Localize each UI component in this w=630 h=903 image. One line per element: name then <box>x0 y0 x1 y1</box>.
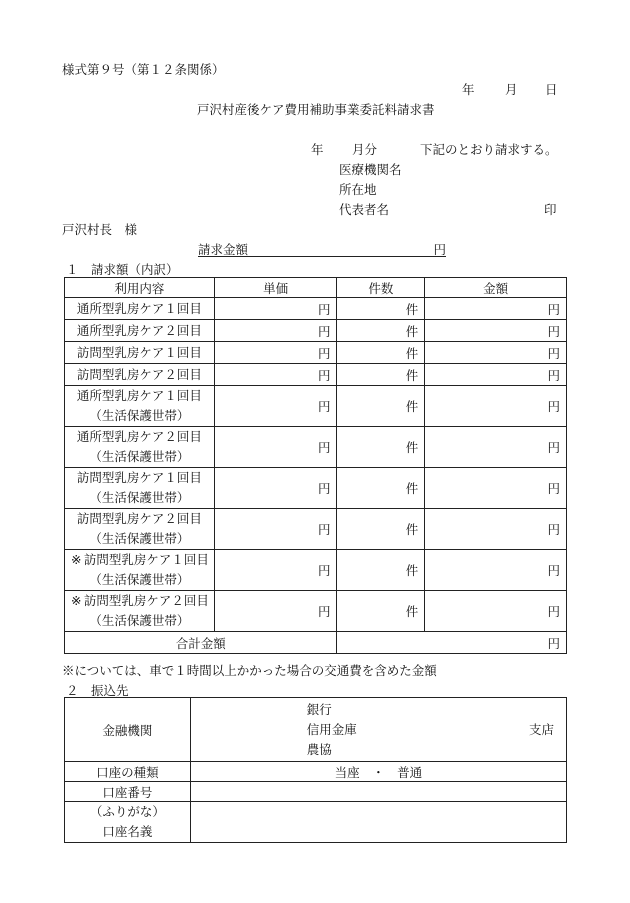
count-cell: 件 <box>337 591 425 632</box>
account-holder-label-cell <box>65 802 191 843</box>
unit-price-cell: 円 <box>214 591 337 632</box>
usage-content-cell <box>65 386 215 427</box>
count-cell: 件 <box>337 298 425 320</box>
table-row <box>65 320 567 342</box>
furigana-label: （ふりがな） <box>89 804 165 819</box>
usage-content-text: 通所型乳房ケア１回目 <box>76 300 202 316</box>
usage-content-cell <box>65 591 215 632</box>
form-number: 様式第９号（第１２条関係） <box>62 62 225 77</box>
request-statement: 下記のとおり請求する。 <box>420 142 558 157</box>
request-year-label: 年 <box>311 142 324 157</box>
table-row <box>65 591 567 632</box>
representative-label: 代表者名 <box>339 202 390 217</box>
amount-cell: 円 <box>425 298 567 320</box>
bank-type-nokyo: 農協 <box>306 741 332 757</box>
usage-content-cell <box>65 427 215 468</box>
usage-content-cell <box>65 364 215 386</box>
unit-price-cell: 円 <box>214 342 337 364</box>
usage-content-subtext: （生活保護世帯） <box>89 531 190 546</box>
table-row <box>65 427 567 468</box>
branch-label: 支店 <box>528 722 554 737</box>
count-cell: 件 <box>337 386 425 427</box>
usage-content-text: 訪問型乳房ケア２回目 <box>76 511 202 526</box>
count-cell: 件 <box>337 342 425 364</box>
usage-content-subtext: （生活保護世帯） <box>89 449 190 464</box>
usage-content-subtext: （生活保護世帯） <box>89 613 190 628</box>
account-number-label: 口座番号 <box>65 782 191 802</box>
count-cell: 件 <box>337 550 425 591</box>
traffic-cost-note: ※については、車で１時間以上かかった場合の交通費を含めた金額 <box>62 663 437 678</box>
usage-content-cell <box>65 342 215 364</box>
header-unit-price: 単価 <box>214 278 337 298</box>
seal-mark: 印 <box>544 202 557 217</box>
date-month-label: 月 <box>505 82 518 97</box>
request-amount-line <box>198 240 446 257</box>
count-cell: 件 <box>337 427 425 468</box>
institution-label: 医療機関名 <box>339 162 402 177</box>
usage-content-subtext: （生活保護世帯） <box>89 408 190 423</box>
unit-price-cell: 円 <box>214 509 337 550</box>
unit-price-cell: 円 <box>214 427 337 468</box>
amount-cell: 円 <box>425 509 567 550</box>
count-cell: 件 <box>337 320 425 342</box>
total-label: 合計金額 <box>65 632 337 654</box>
account-holder-label: 口座名義 <box>102 824 153 839</box>
bank-cell <box>190 698 566 762</box>
request-month-label: 月分 <box>352 142 378 157</box>
account-holder-row <box>65 802 567 843</box>
table-row <box>65 550 567 591</box>
request-amount-label: 請求金額 <box>198 242 249 257</box>
amount-cell: 円 <box>425 550 567 591</box>
header-count: 件数 <box>337 278 425 298</box>
usage-content-text: 訪問型乳房ケア１回目 <box>83 552 209 567</box>
amount-cell: 円 <box>425 468 567 509</box>
table-row <box>65 509 567 550</box>
usage-content-text: 通所型乳房ケア２回目 <box>76 322 202 338</box>
count-cell: 件 <box>337 509 425 550</box>
unit-price-cell: 円 <box>214 298 337 320</box>
header-amount: 金額 <box>425 278 567 298</box>
usage-content-text: 訪問型乳房ケア２回目 <box>83 593 209 608</box>
document-title: 戸沢村産後ケア費用補助事業委託料請求書 <box>197 102 435 117</box>
asterisk-mark: ※ <box>71 593 82 608</box>
usage-content-cell <box>65 468 215 509</box>
table-row <box>65 386 567 427</box>
unit-price-cell: 円 <box>214 364 337 386</box>
unit-price-cell: 円 <box>214 320 337 342</box>
table-row <box>65 468 567 509</box>
table-row <box>65 298 567 320</box>
usage-content-text: 訪問型乳房ケア１回目 <box>76 470 202 485</box>
usage-content-cell <box>65 298 215 320</box>
bank-type-shinkin: 信用金庫 <box>306 721 357 737</box>
table-row <box>65 364 567 386</box>
usage-content-subtext: （生活保護世帯） <box>89 572 190 587</box>
bank-row <box>65 698 567 762</box>
account-number-row <box>65 782 567 802</box>
account-type-options: 当座 ・ 普通 <box>190 762 566 782</box>
bank-label: 金融機関 <box>65 698 191 762</box>
total-amount-unit: 円 <box>337 632 567 654</box>
section2-heading: ２ 振込先 <box>66 683 129 698</box>
amount-cell: 円 <box>425 591 567 632</box>
date-year-label: 年 <box>462 82 475 97</box>
usage-content-cell <box>65 550 215 591</box>
table-header-row <box>65 278 567 298</box>
header-content: 利用内容 <box>65 278 215 298</box>
usage-content-text: 訪問型乳房ケア１回目 <box>76 344 202 360</box>
unit-price-cell: 円 <box>214 468 337 509</box>
amount-cell: 円 <box>425 386 567 427</box>
account-holder-value <box>190 802 566 843</box>
usage-content-cell <box>65 509 215 550</box>
date-day-label: 日 <box>545 82 558 97</box>
bank-type-bank: 銀行 <box>306 701 332 717</box>
usage-content-cell <box>65 320 215 342</box>
addressee: 戸沢村長 様 <box>62 222 138 237</box>
account-type-row <box>65 762 567 782</box>
amount-cell: 円 <box>425 320 567 342</box>
table-row <box>65 342 567 364</box>
account-number-value <box>190 782 566 802</box>
total-row <box>65 632 567 654</box>
usage-content-text: 通所型乳房ケア１回目 <box>76 388 202 403</box>
amount-cell: 円 <box>425 364 567 386</box>
breakdown-table <box>64 277 567 654</box>
amount-cell: 円 <box>425 427 567 468</box>
account-type-label: 口座の種類 <box>65 762 191 782</box>
usage-content-text: 通所型乳房ケア２回目 <box>76 429 202 444</box>
address-label: 所在地 <box>339 182 377 197</box>
count-cell: 件 <box>337 364 425 386</box>
unit-price-cell: 円 <box>214 386 337 427</box>
request-amount-unit: 円 <box>433 242 446 257</box>
unit-price-cell: 円 <box>214 550 337 591</box>
amount-cell: 円 <box>425 342 567 364</box>
section1-heading: １ 請求額（内訳） <box>66 262 179 277</box>
usage-content-subtext: （生活保護世帯） <box>89 490 190 505</box>
asterisk-mark: ※ <box>71 552 82 567</box>
transfer-table <box>64 697 567 843</box>
usage-content-text: 訪問型乳房ケア２回目 <box>76 366 202 382</box>
count-cell: 件 <box>337 468 425 509</box>
